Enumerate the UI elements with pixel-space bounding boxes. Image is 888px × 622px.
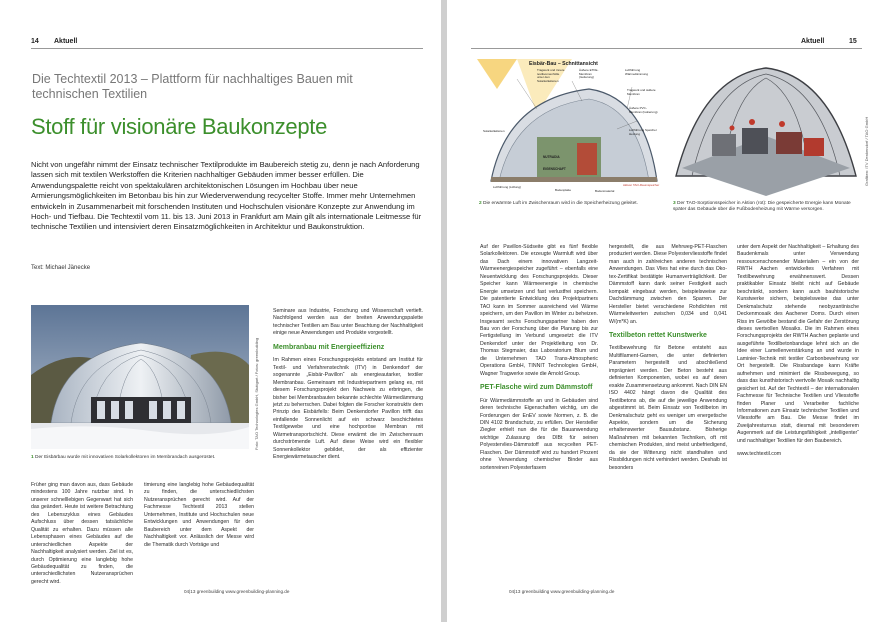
page-number: 14 (31, 38, 39, 45)
photo-credit: Grafiken: ITV Denkendorf / TAO GmbH (864, 116, 869, 186)
diagram-caption (479, 201, 667, 207)
diagram-label: Tragwerk und äußere Membran (627, 88, 656, 96)
subheading: Textilbeton rettet Kunstwerke (609, 331, 707, 339)
section-label: Aktuell (801, 38, 825, 45)
subheading: Membranbau mit Energieeffizienz (273, 343, 385, 351)
paragraph: Auf der Pavillon-Südseite gibt es fünf flexible Solarkollektoren. Die erzeugte Warmluft wird über das Dach einem innovativen Langzeit-Wärmeenergiespeicher zugeführt – ebenfalls eine Neuentwicklung des Forschungsprojekts. Dieser Speicher kann Wärmeenergie in chemische Energie umsetzen und fast verlustfrei speichern. Die patentierte Entwicklung des Projektpartners TAO kann im Sommer ausreichend viel Wärme speichern, um den Pavillon im Winter zu beheizen. Insgesamt sechs Forschungspartner haben den Bau von der Forschung über die Planung bis zur Fertigstellung im Verbund umgesetzt: die ITV Denkendorf unter der Projektleitung von Dr. Thomas Stegmaier, das Laboratorium Blum und die Unternehmen TAO Trans-Atmospheric Operations GmbH, TINNIT Technologies GmbH, Wagner Tragwerke sowie die Arnold Group. (480, 244, 598, 377)
diagram-label: Äußere ETFE-Membran (Isolierung) (579, 68, 599, 80)
diagram-label: Äußere PVC-Membran (Isolierung) (629, 106, 658, 114)
article-author: Text: Michael Jänecke (31, 265, 91, 271)
caption-number: 3 (673, 201, 676, 206)
interior-photo (672, 56, 860, 199)
paragraph: Seminare aus Industrie, Forschung und Wissenschaft vertieft. Nachfolgend werden aus der breiten Anwendungspalette technischer Textilien am Bau unter Beachtung der Nachhaltigkeit einige neue Anwendungen und Produkte vorgestellt. (273, 308, 423, 337)
caption-number: 2 (479, 201, 482, 206)
article-lead: Nicht von ungefähr nimmt der Einsatz technischer Textilprodukte im Baubereich stetig zu, denn je nach Anforderung lassen sich mit textilen Werkstoffen die Kriterien nachhaltiger Gebäuden immer besser erfüllen. Die Anwendungspalette reicht von spektakulären architektonischen Lösungen im Hochbau über neue Armierungsmöglichkeiten im Betonbau bis hin zur Wiederverwendung recycelter Stoffe. Immer mehr Unternehmen entwickeln in Zusammenarbeit mit forschenden Instituten und Hochschulen visionäre Konzepte zur Anwendung im Hoch- und Tiefbau. Die Techtextil vom 11. bis 13. Juni 2013 in Frankfurt am Main gilt als internationale Leitmesse für technische Textilien und intensiviert deren Einsatzmöglichkeiten in Architektur und Baukonstruktion. (31, 160, 422, 232)
paragraph: unter dem Aspekt der Nachhaltigkeit – Erhaltung des Baudenkmals unter Verwendung ressourcenschonender Materialien – ein von der RWTH Aachen entwickeltes Verfahren mit Textilbewehrung erwähnenswert. Dessen praktikabler Einsatz bleibt nicht auf Gebäude beschränkt, sondern kann auch bauhistorische Kunstwerke sichern, beispielsweise das unter Denkmalschutz stehende neobyzantinische Deckenmosaik des Aachener Doms. Durch einen Riss im Gewölbe bestand die Gefahr der Zerstörung dieses wertvollen Mosaiks. Die im Rahmen eines Forschungsprojekts der RWTH Aachen geplante und ausgeführte Textilbetonbandage lehnt sich an die Idee einer Lamellenverstärkung an und wurde in Laminier-Technik mit textiler Carbonbewehrung vor Ort hergestellt. Die Rissbandage kann Kräfte aufnehmen und minimiert die Rissbewegung, so dass das kunsthistorisch wertvolle Mosaik nachhaltig gesichert ist. Auf der Techtextil – der internationalen Fachmesse für Technische Textilien und Vliesstoffe finden Planer und Verarbeiter fachliche Informationen zum Einsatz technischer Textilien und Vliesstoffe am Bau. Die Messe findet im Zweijahresturnus statt, diesmal mit besonderem Augenmerk auf die Leistungsfähigkeit „intelligenter“ und nachhaltiger Textilien für den Baubereich. (737, 244, 859, 444)
diagram-label: Luftführung (Lüftung) (493, 185, 522, 189)
diagram-label: Aktiver TAO-Raumspeicher (623, 183, 660, 187)
diagram-label: Bodenmaterial (595, 189, 615, 193)
page-footer: 04|13 greenbuilding www.greenbuilding-planning.de (184, 589, 290, 594)
body-column-2 (144, 482, 254, 555)
body-column-3 (737, 244, 859, 465)
paragraph: Im Rahmen eines Forschungsprojekts entstand am Institut für Textil- und Verfahrenstechnik (ITV) in Denkendorf der sogenannte „Eisbär-Pavillon“ als energieautarker, textiler Membranbau. Gemeinsam mit Industriepartnern gelang es, mit diesem Forschungsprojekt den Nachweis zu erbringen, die bisher bei Membranbauten bekannte schlechte Wärmedämmung jetzt zu beherrschen. Dabei folgten die Forscher konstruktiv dem Prinzip des Eisbärfells: Beim Denkendorfer Pavillon trifft das einfallende Sonnenlicht auf ein schwarz beschichtetes Textilgewebe und eine hochporöse Membran mit Wärmetransportschicht. Diese erwärmt die im Zwischenraum durchströmende Luft. Auf diese Weise wird ein flexibler Sonnenkollektor gebildet, der als effizienter Energiewärmetauscher dient. (273, 357, 423, 461)
diagram-label: Solarkollektoren (483, 129, 505, 133)
caption-text: Die erwärmte Luft im Zwischenraum wird in die Speicherheizung geleitet. (483, 201, 638, 206)
caption-text: Der TAO-Sorptionsspeicher in Aktion (rot): Die gespeicherte Energie kann Monate später das Gebäude über die Fußbodenheizung mit Wärme versorgen. (673, 201, 851, 213)
left-page (0, 0, 441, 622)
page-number: 15 (849, 38, 857, 45)
article-kicker: Die Techtextil 2013 – Plattform für nachhaltiges Bauen mit technischen Textilien (32, 72, 353, 101)
body-column-2 (609, 244, 727, 478)
diagram-label: Tragwerk und innere textilsonnenhülle unter den Solarkollektoren (537, 68, 565, 83)
paragraph: Für Wärmedämmstoffe an und in Gebäuden sind deren technische Eigenschaften wichtig, um die Forderungen der EnEV sowie Normen, z. B. die DIN 4102 Brandschutz, zu erfüllen. Der Hersteller Ziegler erhielt nun die für die Bauanwendung wichtige Zulassung des DIBt für seinen Polyestervlies-Dämmstoff aus recycelten PET-Flaschen. Der Dämmstoff wird zu hundert Prozent ohne Verwendung chemischer Binder aus sortenreinen Polyesterfasern (480, 397, 598, 471)
paragraph: hergestellt, die aus Mehrweg-PET-Flaschen produziert werden. Diese Polyestervliesstoffe findet man auch in zahlreichen anderen technischen Anwendungen. Das Vlies hat eine durch das Oko-tex-Zertifikat bestätigte Humanverträglichkeit. Der Dämmstoff kann dank seiner Festigkeit auch kompakt eingebaut werden, beispielsweise zur Dachdämmung zwischen den Sparren. Der Hersteller bietet verschiedene Rohdichten mit Wärmeleitwerten zwischen 0,034 und 0,041 W/(m*K) an. (609, 244, 727, 325)
caption-number: 1 (31, 455, 34, 460)
page-footer: 04|13 greenbuilding www.greenbuilding-planning.de (509, 589, 615, 594)
paragraph: timierung eine langlebig hohe Gebäudequalität zu finden, die unterschiedlichsten Nutzeransprüchen gerecht wird. Auf der Fachmesse Techtextil 2013 stellen Unternehmen, Institute und Hochschulen neue Entwicklungen und Anwendungen für den Baubereich unter dem Aspekt der Nachhaltigkeit vor. Anlässlich der Messe wird die Thematik durch Vorträge und (144, 482, 254, 548)
header-rule (471, 48, 862, 49)
photo-credit: Foto: TAO Technologies GmbH, Stuttgart / Fotos: greenbuilding (254, 337, 259, 450)
photo-caption (31, 455, 249, 461)
paragraph: Textilbewehrung für Betone entsteht aus Multifilament-Garnen, die unter definierten Parametern hergestellt und abschließend imprägniert werden. Der Beton besteht aus definierten Komponenten, wobei es auf deren exakte Zusammensetzung ankommt. Nach DIN EN ISO 4402 hängt davon die Qualität des Textilbetons ab, die auf die jeweilige Anwendung abgestimmt ist. Beim Einsatz von Textilbeton im Denkmalschutz geht es weniger um energetische Aspekte, sondern um die Sicherung erhaltenswerter Bausubstanz. Bisherige Maßnahmen mit bekannten Techniken, oft mit chemischen Produkten, sind meist unbefriedigend, da sie der Witterung nicht standhalten und Rissbildungen nicht verhindert werden. Deshalb ist besonders (609, 345, 727, 471)
article-url[interactable]: www.techtextil.com (737, 451, 782, 458)
caption-text: Der Eisbärbau wurde mit innovativen Solarkollektoren im Membrandach ausgerüstet. (35, 455, 216, 460)
header-rule (31, 48, 423, 49)
photo-caption (673, 201, 861, 214)
diagram-label: Luftführung Speicher Heizung (629, 128, 657, 136)
body-column-3 (273, 308, 423, 468)
pavilion-photo (31, 305, 249, 449)
subheading: PET-Flasche wird zum Dämmstoff (480, 384, 593, 392)
diagram-title: Eisbär-Bau – Schnittansicht (529, 61, 598, 67)
diagram-label: Bodenplatte (555, 188, 572, 192)
right-page (447, 0, 888, 622)
body-column-1 (31, 482, 133, 592)
body-column-1 (480, 244, 598, 478)
article-title: Stoff für visionäre Baukonzepte (31, 114, 328, 139)
diagram-label: NUTRADIA (543, 155, 560, 159)
paragraph: Früher ging man davon aus, dass Gebäude mindestens 100 Jahre nutzbar sind. In unserer schnelllebigen Gegenwart hat sich das geändert. Heute ist weitere Betrachtung des Lebenszyklus eines Gebäudes Aufschluss über dessen tatsächliche Qualität zu erhalten. Dazu müssen alle Lebensphasen eines Gebäudes auf die unterschiedlichen Aspekte der Nachhaltigkeit analysiert werden. Ziel ist es, durch Optimierung eine langlebig hohe Gebäudequalität zu finden, die unterschiedlichsten Nutzeransprüchen gerecht wird. (31, 482, 133, 585)
section-label: Aktuell (54, 38, 78, 45)
section-diagram (477, 59, 667, 197)
diagram-label: EIGENSCHAFT (543, 167, 566, 171)
diagram-label: Luftführung Wärmedämmung (625, 68, 649, 76)
